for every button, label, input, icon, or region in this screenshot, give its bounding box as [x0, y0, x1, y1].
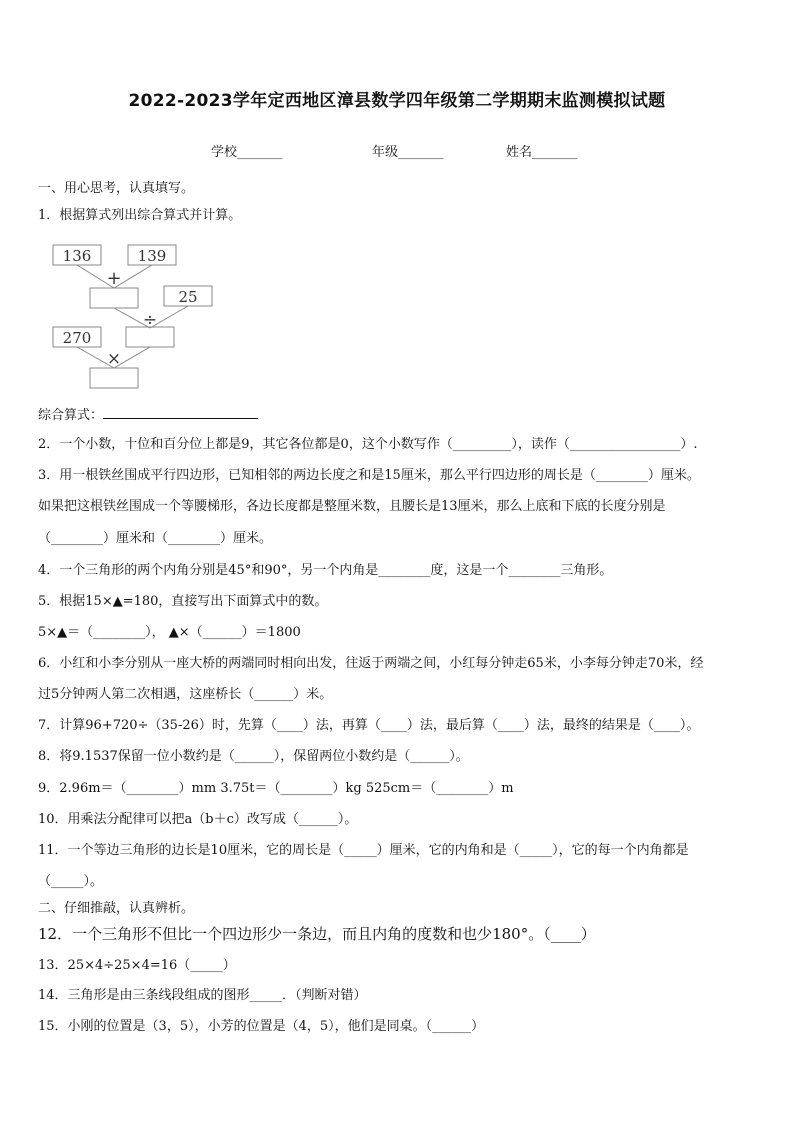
question-14: 14．三角形是由三条线段组成的图形_____．（判断对错） — [38, 988, 367, 1003]
question-3-line-3: （________）厘米和（________）厘米。 — [38, 531, 273, 546]
divide-sign: ÷ — [142, 310, 158, 330]
question-5-formulas: 5×▲＝（________）， ▲×（______）＝1800 — [38, 625, 301, 640]
box-sum — [90, 288, 138, 308]
question-7: 7．计算96+720÷（35-26）时，先算（____）法，再算（____）法，最后算（____）法，最终的结果是（____）。 — [38, 718, 700, 733]
combined-formula-blank[interactable] — [103, 406, 258, 419]
page-title: 2022-2023学年定西地区漳县数学四年级第二学期期末监测模拟试题 — [128, 91, 666, 111]
name-field: 姓名_______ — [506, 145, 578, 160]
section-2-heading: 二、仔细推敲，认真辨析。 — [38, 901, 195, 916]
question-9: 9．2.96m＝（________）mm 3.75t＝（________）kg 525cm＝（________）m — [38, 781, 514, 796]
question-4: 4．一个三角形的两个内角分别是45°和90°，另一个内角是________度，这是一个________三角形。 — [38, 563, 613, 578]
question-5: 5．根据15×▲=180，直接写出下面算式中的数。 — [38, 594, 328, 609]
question-8: 8．将9.1537保留一位小数约是（______），保留两位小数约是（______）。 — [38, 749, 469, 764]
question-6-line-1: 6．小红和小李分别从一座大桥的两端同时相向出发，往返于两端之间，小红每分钟走65米，小李每分钟走70米，经 — [38, 656, 704, 671]
question-1: 1．根据算式列出综合算式并计算。 — [38, 208, 242, 223]
question-10: 10．用乘法分配律可以把a（b＋c）改写成（______）。 — [38, 812, 358, 827]
question-12: 12．一个三角形不但比一个四边形少一条边，而且内角的度数和也少180°。（____） — [38, 925, 596, 943]
school-field: 学校_______ — [211, 145, 283, 160]
grade-field: 年级_______ — [372, 145, 444, 160]
question-6-line-2: 过5分钟两人第二次相遇，这座桥长（______）米。 — [38, 687, 333, 702]
question-11-line-1: 11．一个等边三角形的边长是10厘米，它的周长是（_____）厘米，它的内角和是（_____），它的每一个内角都是 — [38, 843, 689, 858]
combined-formula-row — [38, 406, 764, 424]
question-11-line-2: （_____）。 — [38, 874, 104, 889]
question-15: 15．小刚的位置是（3，5），小芳的位置是（4，5），他们是同桌。（______） — [38, 1019, 485, 1034]
times-sign: × — [106, 349, 122, 369]
box-quotient — [126, 327, 174, 347]
number-25: 25 — [178, 288, 198, 306]
number-139: 139 — [137, 247, 167, 265]
number-270: 270 — [62, 329, 92, 347]
question-2: 2．一个小数，十位和百分位上都是9，其它各位都是0，这个小数写作（_________），读作（_________________）. — [38, 437, 698, 452]
number-136: 136 — [62, 247, 92, 265]
combined-formula-label: 综合算式： — [38, 408, 104, 423]
question-13: 13．25×4÷25×4=16（_____） — [38, 958, 236, 973]
section-1-heading: 一、用心思考，认真填写。 — [38, 181, 195, 196]
question-3-line-1: 3．用一根铁丝围成平行四边形，已知相邻的两边长度之和是15厘米，那么平行四边形的周长是（________）厘米。 — [38, 468, 700, 483]
plus-sign: + — [106, 268, 122, 289]
calculation-diagram — [50, 243, 198, 393]
box-product — [90, 368, 138, 388]
question-3-line-2: 如果把这根铁丝围成一个等腰梯形，各边长度都是整厘米数，且腰长是13厘米，那么上底和下底的长度分别是 — [38, 499, 666, 514]
